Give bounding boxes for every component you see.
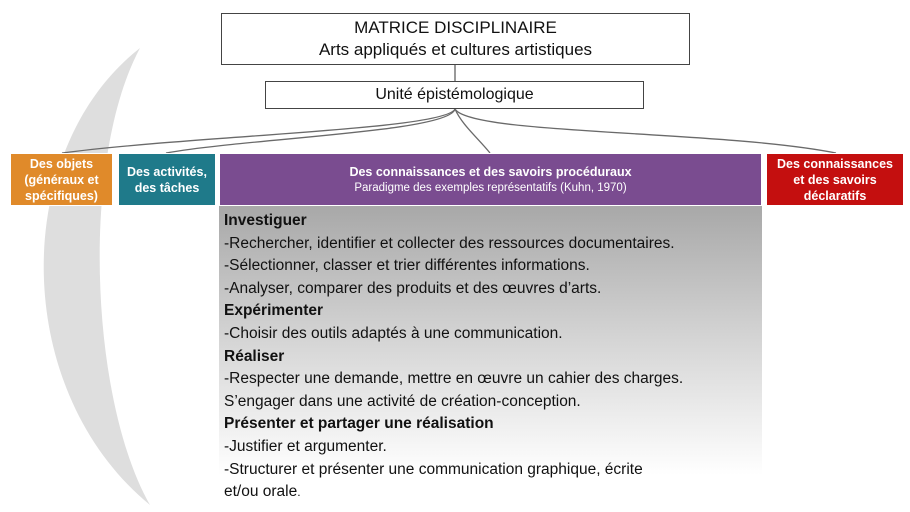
content-item: -Analyser, comparer des produits et des œuvres d’arts.: [224, 279, 602, 297]
category-objects: [10, 153, 113, 206]
procedural-content-panel: [219, 206, 762, 512]
category-activities-line: Des activités,: [127, 164, 207, 179]
content-item: -Choisir des outils adaptés à une communication.: [224, 324, 563, 342]
section-heading-realiser: Réaliser: [224, 347, 285, 365]
category-procedural-title: Des connaissances et des savoirs procéduraux: [349, 164, 632, 179]
matrix-subtitle: Arts appliqués et cultures artistiques: [318, 40, 593, 59]
category-objects-line: spécifiques): [25, 188, 98, 203]
epistemological-unit-label: Unité épistémologique: [375, 86, 534, 103]
category-objects-line: (généraux et: [24, 172, 99, 187]
connector-procedural: [455, 109, 490, 153]
content-item-last-dot: .: [297, 485, 301, 500]
content-item: -Respecter une demande, mettre en œuvre un cahier des charges.: [224, 370, 684, 388]
category-activities-line: des tâches: [134, 180, 200, 195]
content-item: -Rechercher, identifier et collecter des ressources documentaires.: [224, 234, 675, 252]
section-heading-presenter: Présenter et partager une réalisation: [224, 415, 494, 433]
content-item-last: [224, 481, 762, 504]
category-declarative-line: et des savoirs: [793, 172, 877, 187]
category-activities: [118, 153, 216, 206]
category-objects-line: Des objets: [29, 156, 94, 171]
content-item: -Justifier et argumenter.: [224, 437, 387, 455]
connector-declarative: [455, 109, 836, 153]
section-heading-investiguer: Investiguer: [224, 212, 307, 229]
category-declarative-line: déclaratifs: [803, 188, 867, 203]
epistemological-unit-box: [265, 81, 644, 109]
content-item: -Structurer et présenter une communication graphique, écrite: [224, 460, 643, 478]
category-procedural: [219, 153, 762, 206]
category-procedural-subtitle: Paradigme des exemples représentatifs (Kuhn, 1970): [354, 181, 627, 194]
category-declarative: [766, 153, 904, 206]
content-item: S’engager dans une activité de création-conception.: [224, 392, 581, 410]
connector-objects: [62, 109, 455, 153]
content-item: -Sélectionner, classer et trier différentes informations.: [224, 257, 590, 275]
connector-activities: [166, 109, 455, 153]
matrix-title: MATRICE DISCIPLINAIRE: [354, 18, 557, 37]
matrix-title-box: [221, 13, 690, 65]
section-heading-experimenter: Expérimenter: [224, 302, 324, 320]
content-item-last-text: et/ou orale: [224, 483, 298, 501]
category-declarative-line: Des connaissances: [776, 156, 894, 171]
